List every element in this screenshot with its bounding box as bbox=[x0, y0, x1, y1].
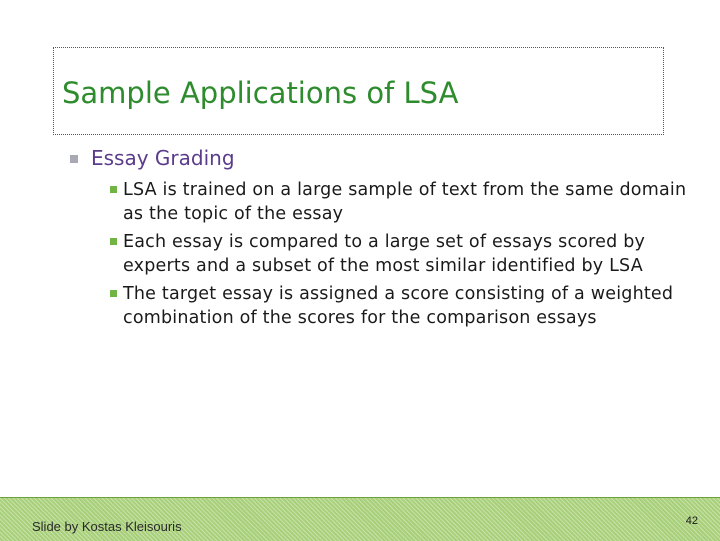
bullet-text: Each essay is compared to a large set of essays scored by experts and a subset of the most similar identified by LSA bbox=[123, 232, 646, 276]
bullet-list bbox=[110, 178, 710, 334]
bullet-icon bbox=[110, 238, 117, 245]
bullet-text: The target essay is assigned a score consisting of a weighted combination of the scores for the comparison essays bbox=[123, 284, 674, 328]
footer-bar bbox=[0, 497, 720, 541]
slide-title: Sample Applications of LSA bbox=[62, 76, 459, 110]
list-item bbox=[110, 282, 710, 330]
bullet-icon bbox=[110, 290, 117, 297]
page-number: 42 bbox=[685, 515, 698, 527]
list-item bbox=[110, 230, 710, 278]
bullet-text: LSA is trained on a large sample of text from the same domain as the topic of the essay bbox=[123, 180, 687, 224]
section-label: Essay Grading bbox=[91, 146, 235, 170]
bullet-icon bbox=[110, 186, 117, 193]
title-box bbox=[53, 47, 664, 135]
section-bullet-icon bbox=[70, 155, 78, 163]
list-item bbox=[110, 178, 710, 226]
slide-credit: Slide by Kostas Kleisouris bbox=[32, 519, 182, 534]
